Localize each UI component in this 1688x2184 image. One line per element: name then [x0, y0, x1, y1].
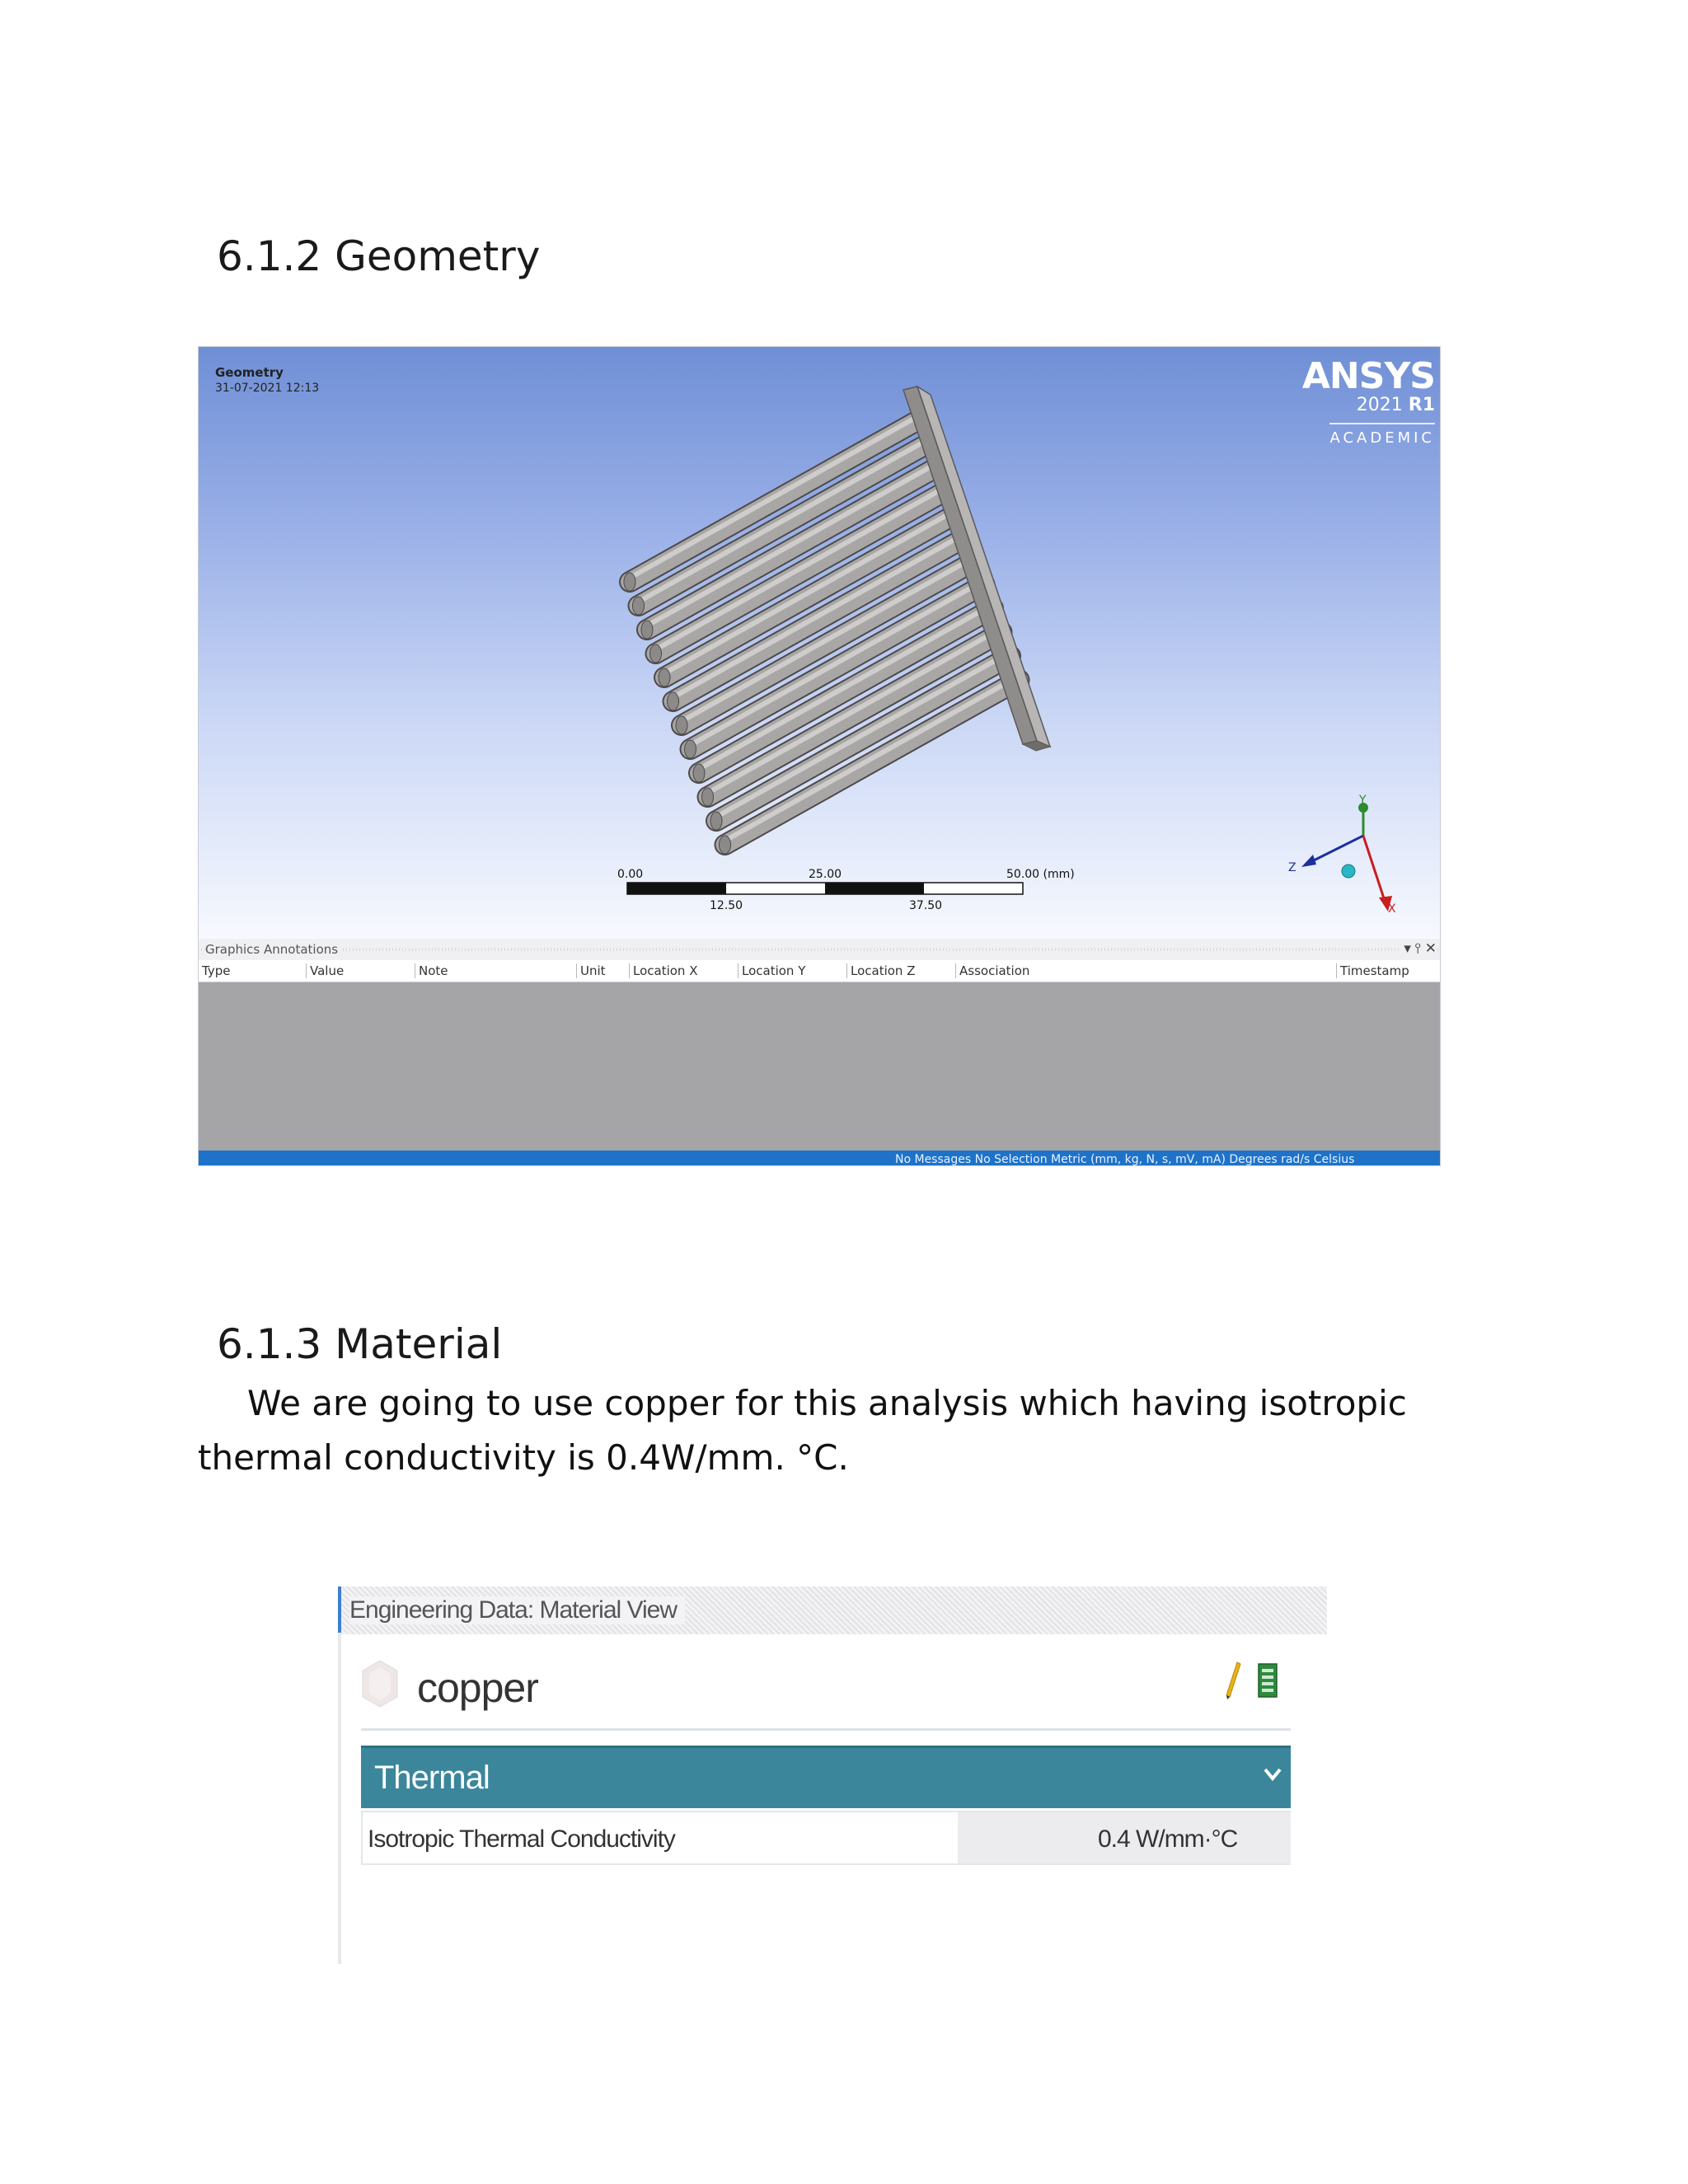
library-book-icon[interactable] [1256, 1661, 1279, 1700]
annotations-title: Graphics Annotations [205, 942, 343, 957]
ansys-screenshot [198, 346, 1441, 1166]
ansys-release: R1 [1408, 395, 1435, 415]
fin-rod-end [720, 836, 731, 854]
scale-label-0: 0.00 [617, 868, 644, 881]
column-location-y[interactable]: Location Y [738, 963, 805, 978]
viewport-date: 31-07-2021 12:13 [215, 382, 320, 395]
chevron-down-icon[interactable] [1263, 1766, 1282, 1783]
triad-x-label: X [1388, 902, 1396, 916]
ansys-edition: ACADEMIC [1329, 429, 1435, 447]
material-paragraph-text: We are going to use copper for this analysis which having isotropic thermal conductivity is 0.4W/mm. °C. [198, 1383, 1407, 1478]
triad-y-label: Y [1359, 794, 1367, 807]
material-heading: 6.1.3 Material [217, 1319, 503, 1368]
fin-rod-end [650, 644, 662, 663]
fin-rod-end [668, 692, 679, 710]
fin-rod-end [693, 764, 705, 782]
viewport-title: Geometry [215, 365, 284, 380]
column-association[interactable]: Association [955, 963, 1029, 978]
material-hexagon-icon [361, 1659, 399, 1708]
status-text: No Messages No Selection Metric (mm, kg, N, s, mV, mA) Degrees rad/s Celsius [895, 1153, 1355, 1166]
property-row[interactable] [361, 1811, 1291, 1865]
property-value-cell[interactable] [958, 1812, 1291, 1863]
engineering-data-screenshot [338, 1586, 1327, 1964]
graphics-annotations-panel [199, 939, 1441, 1166]
fin-rod-end [633, 597, 645, 615]
fin-rod-end [676, 716, 687, 734]
fin-rod-end [702, 788, 714, 806]
geometry-heading: 6.1.2 Geometry [217, 232, 541, 280]
material-name: copper [417, 1665, 538, 1711]
heat-sink-model[interactable] [199, 347, 1441, 939]
panel-controls-icon[interactable]: ▾ ⫯ ✕ [1399, 940, 1437, 957]
scale-label-25: 25.00 [809, 868, 842, 881]
scale-bar [627, 883, 1023, 894]
ansys-version: 2021 [1356, 395, 1403, 415]
fin-rod-end [641, 621, 653, 639]
column-timestamp[interactable]: Timestamp [1336, 963, 1409, 978]
column-location-z[interactable]: Location Z [846, 963, 916, 978]
thermal-category-bar[interactable] [361, 1746, 1291, 1808]
column-value[interactable]: Value [306, 963, 344, 978]
scale-label-50: 50.00 (mm) [1006, 868, 1075, 881]
ansys-brand: ANSYS [1301, 355, 1435, 397]
thermal-category-label: Thermal [374, 1760, 490, 1796]
fin-rod-end [685, 740, 696, 758]
column-unit[interactable]: Unit [576, 963, 606, 978]
material-paragraph [198, 1376, 1484, 1485]
fin-rod-end [624, 573, 635, 591]
property-name: Isotropic Thermal Conductivity [368, 1825, 675, 1853]
coordinate-triad [1301, 803, 1392, 912]
scale-label-12: 12.50 [710, 899, 743, 912]
scale-label-37: 37.50 [909, 899, 943, 912]
column-type[interactable]: Type [202, 963, 231, 978]
column-location-x[interactable]: Location X [629, 963, 698, 978]
material-view-title-bar[interactable] [341, 1586, 1327, 1634]
fin-rod-end [659, 668, 670, 687]
annotations-column-header [199, 960, 1441, 982]
graphics-viewport[interactable] [199, 347, 1441, 939]
property-value: 0.4 W/mm·°C [1098, 1825, 1238, 1853]
material-view-title: Engineering Data: Material View [349, 1596, 685, 1624]
pencil-icon[interactable] [1225, 1661, 1241, 1700]
annotations-title-bar[interactable] [199, 939, 1441, 960]
fin-rods [624, 412, 1021, 854]
triad-z-label: Z [1288, 861, 1296, 874]
column-note[interactable]: Note [415, 963, 448, 978]
status-bar [199, 1151, 1441, 1166]
material-header-row [361, 1652, 1291, 1731]
fin-rod-end [710, 812, 722, 830]
